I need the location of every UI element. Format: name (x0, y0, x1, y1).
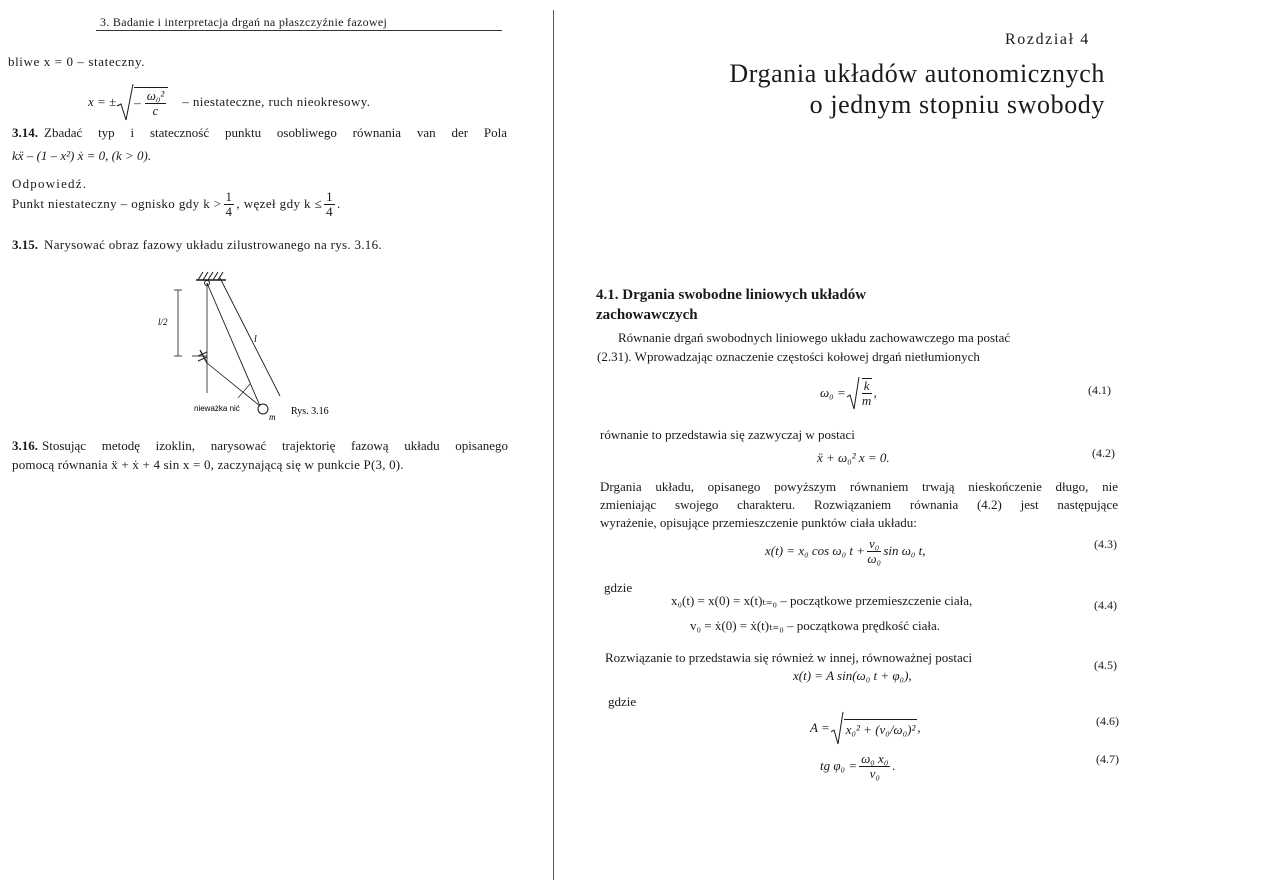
exercise-number: 3.14. (12, 125, 38, 140)
equation-root: x = ± – $\frac{\text{ω₀²}}{c}$ – niestateczne, ruch nieokresowy. (88, 82, 370, 122)
chapter-title (640, 58, 1105, 120)
paragraph-3-line1: Drgania układu, opisanego powyższym równaniem trwają nieskończenie długo, nie (600, 479, 1118, 494)
answer-frac-num: 1 (225, 189, 233, 204)
eq-number-4-1: (4.1) (1088, 383, 1111, 397)
answer-frac-num-2: 1 (326, 189, 334, 204)
exercise-text: Zbadać typ i stateczność punktu osobliwego równania van der Pola (44, 125, 507, 140)
chapter-label: Rozdział 4 (1005, 31, 1090, 48)
equation-4-4a: x₀(t) = x(0) = x(t)ₜ₌₀ – początkowe przemieszczenie ciała, (671, 593, 973, 608)
eq-number-4-6: (4.6) (1096, 714, 1119, 728)
eq46-radicand: x₀² + (v₀/ω₀)² (844, 719, 918, 738)
equation-4-7 (820, 752, 896, 780)
answer-frac-den-2: 4 (326, 203, 334, 219)
equation-4-4b: v₀ = ẋ(0) = ẋ(t)ₜ₌₀ – początkowa prędkość ciała. (690, 618, 941, 633)
chapter-title-line1: Drgania układów autonomicznych (729, 59, 1105, 88)
peg-icon (198, 350, 207, 363)
label-mass: m (269, 412, 276, 422)
section-title (596, 285, 866, 325)
paragraph-3-line2: zmieniając swojego charakteru. Rozwiązaniem równania (4.2) jest następujące (600, 497, 1118, 512)
eq46-tail: , (917, 720, 921, 735)
string-line (207, 283, 260, 406)
paragraph-3 (600, 478, 1118, 532)
answer-part-b: , węzeł gdy k ≤ (236, 196, 323, 212)
exercise-number: 3.16. (12, 438, 38, 453)
exercise-text: Narysować obraz fazowy układu zilustrowanego na rys. 3.16. (44, 237, 382, 252)
paragraph-1-line2: (2.31). Wprowadzając oznaczenie częstości kołowej drgań nietłumionych (597, 349, 980, 364)
exercise-3-14 (12, 125, 507, 141)
answer-label: Odpowiedź. (12, 176, 88, 191)
section-title-line1: 4.1. Drgania swobodne liniowych układów (596, 287, 867, 303)
label-length: l (254, 334, 257, 345)
eq41-num: k (863, 378, 870, 394)
eq43-part-b: sin ω₀ t, (883, 543, 926, 559)
answer-part-a: Punkt niestateczny – ognisko gdy k > (12, 196, 222, 212)
figure-pendulum (150, 268, 370, 423)
eq43-den: ω₀ (867, 550, 882, 566)
exercise-3-16 (12, 438, 508, 454)
paragraph-3-line3: wyrażenie, opisujące przemieszczenie punktów ciała układu: (600, 515, 917, 530)
gdzie-label-1: gdzie (604, 580, 633, 595)
ceiling-hatch-icon (196, 272, 226, 280)
eq47-num: ω₀ x₀ (861, 751, 889, 766)
paragraph-2: równanie to przedstawia się zazwyczaj w postaci (600, 427, 855, 442)
figure-caption: Rys. 3.16 (291, 406, 329, 417)
paragraph-4: Rozwiązanie to przedstawia się również w innej, równoważnej postaci (605, 650, 973, 665)
sqrt-sign-icon (830, 710, 844, 746)
eq41-den: m (861, 393, 872, 408)
eq-root-lhs: x = ± (88, 94, 117, 109)
eq43-num: v₀ (869, 536, 880, 551)
gdzie-label-2: gdzie (608, 694, 637, 709)
van-der-pol-equation: kẍ – (1 – x²) ẋ = 0, (k > 0). (12, 148, 152, 163)
equation-4-6 (810, 710, 921, 746)
section-title-line2: zachowawczych (596, 307, 698, 323)
exercise-3-15 (12, 237, 382, 253)
sqrt-sign-icon (846, 375, 860, 411)
sqrt-sign-icon (116, 82, 134, 122)
exercise-3-16-line2: pomocą równania ẍ + ẋ + 4 sin x = 0, zaczynającą się w punkcie P(3, 0). (12, 457, 404, 472)
eq-root-den: c (152, 102, 159, 118)
label-massless-string: nieważka nić (194, 404, 240, 413)
exercise-text: Stosując metodę izoklin, narysować trajektorię fazową układu opisanego (42, 438, 508, 453)
paragraph-1-line1: Równanie drgań swobodnych liniowego układu zachowawczego ma postać (618, 330, 1011, 345)
mass-icon (258, 404, 268, 414)
eq-number-4-7: (4.7) (1096, 752, 1119, 766)
solution-line-stable: bliwe x = 0 – stateczny. (8, 54, 146, 69)
equation-4-1: ω₀ = $\frac{k}{m}$ , (820, 375, 877, 411)
equation-4-5: x(t) = A sin(ω₀ t + φ₀), (793, 668, 912, 683)
eq47-lhs: tg φ₀ = (820, 758, 858, 774)
eq-number-4-5: (4.5) (1094, 658, 1117, 672)
eq-root-text: – niestateczne, ruch nieokresowy. (182, 94, 371, 109)
eq43-part-a: x(t) = x₀ cos ω₀ t + (765, 543, 866, 559)
equation-4-3 (765, 537, 926, 565)
eq47-den: v₀ (869, 765, 880, 781)
answer-text: Punkt niestateczny – ognisko gdy k > $\frac{1}{4}$ , węzeł gdy k ≤ $\frac{1}{4}$ . (12, 189, 341, 219)
exercise-number: 3.15. (12, 237, 38, 252)
answer-frac-den: 4 (225, 203, 233, 219)
page-gutter (553, 10, 554, 880)
equation-4-2: ẍ + ω₀² x = 0. (817, 450, 890, 465)
eq46-lhs: A = (810, 720, 830, 735)
header-rule (96, 30, 502, 31)
eq41-lhs: ω₀ = (820, 385, 846, 400)
length-line (220, 278, 280, 396)
label-half-length: l/2 (158, 317, 168, 327)
eq47-tail: . (892, 758, 896, 774)
eq-number-4-4: (4.4) (1094, 598, 1117, 612)
running-head: 3. Badanie i interpretacja drgań na płaszczyźnie fazowej (100, 15, 388, 29)
eq-root-num: ω₀² (146, 87, 165, 103)
eq-number-4-2: (4.2) (1092, 446, 1115, 460)
chapter-title-line2: o jednym stopniu swobody (809, 90, 1105, 119)
eq-number-4-3: (4.3) (1094, 537, 1117, 551)
